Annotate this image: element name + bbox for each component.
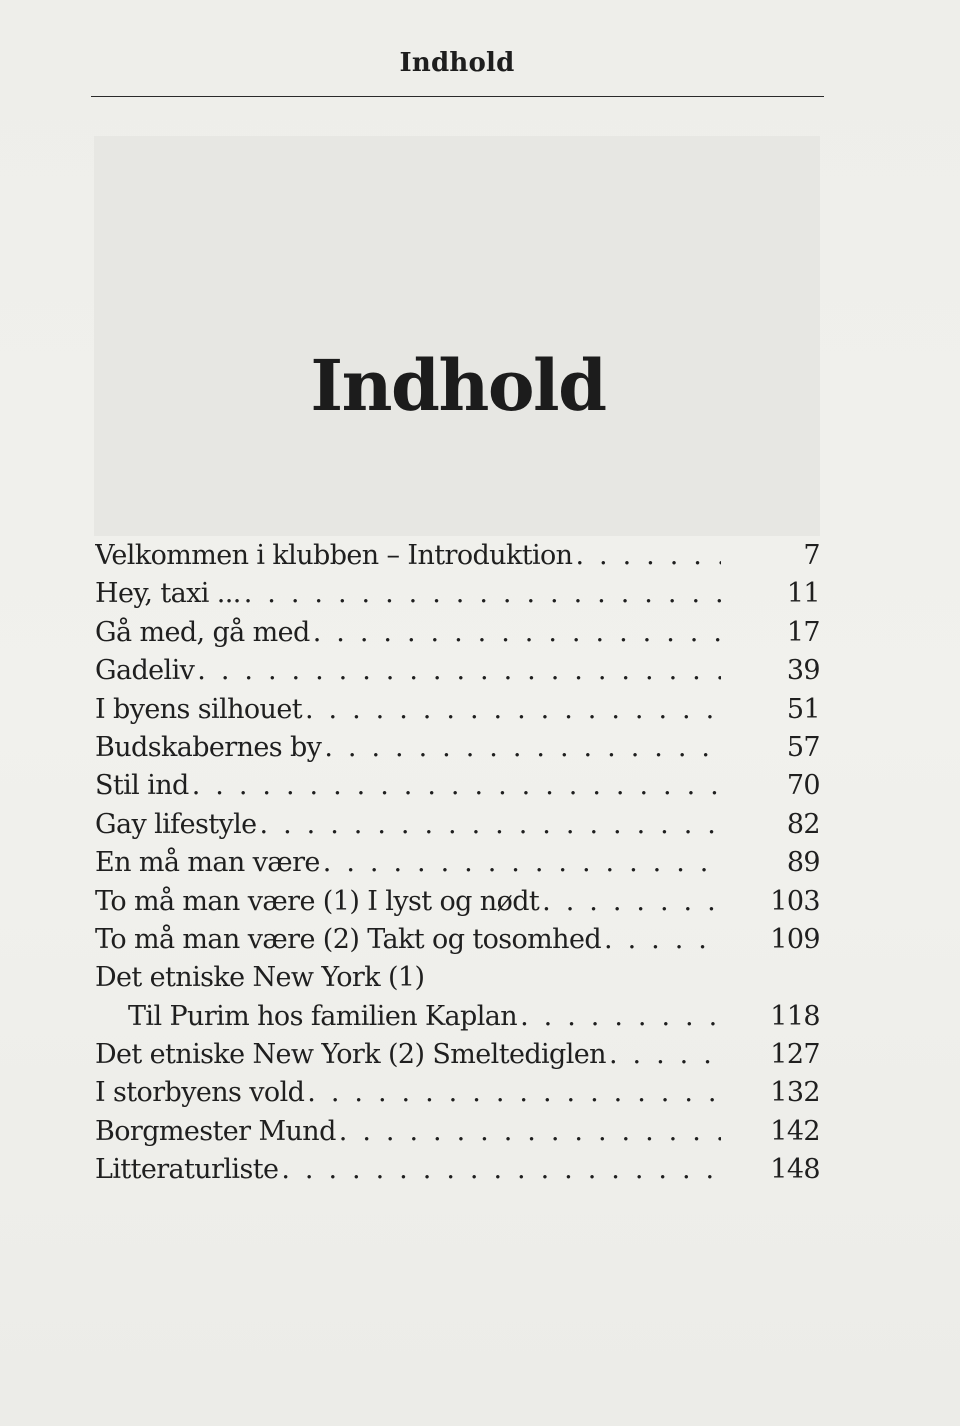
toc-entry-page-number: 132 <box>770 1077 820 1109</box>
toc-leader-dots <box>606 1036 721 1074</box>
toc-entry-title: Borgmester Mund <box>95 1115 336 1147</box>
toc-entry-left <box>95 1151 721 1189</box>
toc-entry-title: Gay lifestyle <box>95 808 257 840</box>
toc-leader-dots <box>320 844 721 882</box>
toc-leader-dots <box>194 652 721 690</box>
toc-entry-left <box>95 1074 721 1112</box>
toc-entry-page-number: 127 <box>770 1039 820 1071</box>
toc-entry-title: To må man være (1) I lyst og nødt <box>95 885 540 917</box>
toc-entry-page-number: 118 <box>770 1000 820 1032</box>
toc-entry <box>95 614 820 652</box>
toc-entry-page-number: 17 <box>786 616 820 648</box>
toc-entry-title: Gå med, gå med <box>95 616 310 648</box>
toc-entry-left <box>95 767 721 805</box>
page-title: Indhold <box>310 344 606 427</box>
toc-entry-page-number: 103 <box>770 885 820 917</box>
toc-entry-left <box>95 575 721 613</box>
toc-entry <box>95 575 820 613</box>
toc-leader-dots <box>517 998 721 1036</box>
toc-entry-title: En må man være <box>95 847 320 879</box>
toc-entry <box>95 652 820 690</box>
toc-entry-left <box>95 537 721 575</box>
toc-entry <box>95 537 820 575</box>
toc-entry-left <box>95 1036 721 1074</box>
toc-entry-page-number: 82 <box>786 808 820 840</box>
toc-leader-dots <box>189 767 721 805</box>
toc-entry-left <box>95 998 721 1036</box>
toc-entry-page-number: 142 <box>770 1115 820 1147</box>
toc-entry-page-number: 148 <box>770 1154 820 1186</box>
toc-leader-dots <box>601 921 721 959</box>
toc-entry-title: Velkommen i klubben – Introduktion <box>95 540 573 571</box>
toc-entry <box>95 1113 820 1151</box>
toc-entry <box>95 806 820 844</box>
toc-entry-left <box>95 883 721 921</box>
toc-entry <box>95 883 820 921</box>
toc-entry-left <box>95 844 721 882</box>
toc-entry-page-number: 70 <box>786 770 820 802</box>
toc-entry-title: Hey, taxi ... <box>95 578 241 610</box>
toc-leader-dots <box>539 883 721 921</box>
toc-entry-left <box>95 921 721 959</box>
toc-entry-left <box>95 729 721 767</box>
toc-entry-title: Litteraturliste <box>95 1154 279 1186</box>
toc-entry-title: Til Purim hos familien Kaplan <box>128 1000 518 1032</box>
table-of-contents <box>95 537 820 1190</box>
toc-entry-left <box>95 806 721 844</box>
toc-leader-dots <box>241 575 721 613</box>
toc-entry-left <box>95 614 721 652</box>
toc-entry-left <box>95 1113 721 1151</box>
toc-leader-dots <box>278 1151 721 1189</box>
toc-entry-page-number: 51 <box>786 693 820 725</box>
toc-entry-title: To må man være (2) Takt og tosomhed <box>95 923 602 955</box>
toc-entry-title: I byens silhouet <box>95 693 302 725</box>
toc-entry-page-number: 11 <box>786 578 820 610</box>
toc-leader-dots <box>302 691 721 729</box>
toc-entry-left <box>95 652 721 690</box>
toc-entry-title: I storbyens vold <box>95 1077 305 1109</box>
toc-entry <box>95 691 820 729</box>
toc-entry-title: Gadeliv <box>95 655 195 687</box>
toc-leader-dots <box>336 1113 721 1151</box>
toc-entry-title: Det etniske New York (2) Smeltediglen <box>95 1039 606 1071</box>
toc-entry <box>95 844 820 882</box>
toc-entry <box>95 1036 820 1074</box>
toc-entry-page-number: 109 <box>770 923 820 955</box>
toc-entry <box>95 959 820 997</box>
toc-entry-title: Budskabernes by <box>95 731 322 763</box>
toc-entry-left <box>95 691 721 729</box>
toc-entry-title: Stil ind <box>95 770 189 802</box>
toc-entry-left <box>95 959 721 997</box>
header-rule <box>91 96 824 97</box>
toc-entry <box>95 767 820 805</box>
toc-entry-page-number: 39 <box>786 655 820 687</box>
toc-entry-title: Det etniske New York (1) <box>95 962 425 994</box>
running-head: Indhold <box>399 48 515 78</box>
toc-entry <box>95 921 820 959</box>
toc-leader-dots <box>321 729 721 767</box>
toc-leader-dots <box>257 806 721 844</box>
toc-leader-dots <box>572 537 721 575</box>
toc-entry-page-number: 57 <box>786 731 820 763</box>
toc-entry-page-number: 89 <box>786 847 820 879</box>
toc-entry <box>95 729 820 767</box>
toc-entry <box>95 1151 820 1189</box>
toc-leader-dots <box>304 1074 721 1112</box>
show-through-shadow <box>94 136 820 536</box>
toc-entry <box>95 998 820 1036</box>
toc-entry-page-number: 7 <box>803 540 820 571</box>
toc-leader-dots <box>310 614 721 652</box>
toc-entry <box>95 1074 820 1112</box>
